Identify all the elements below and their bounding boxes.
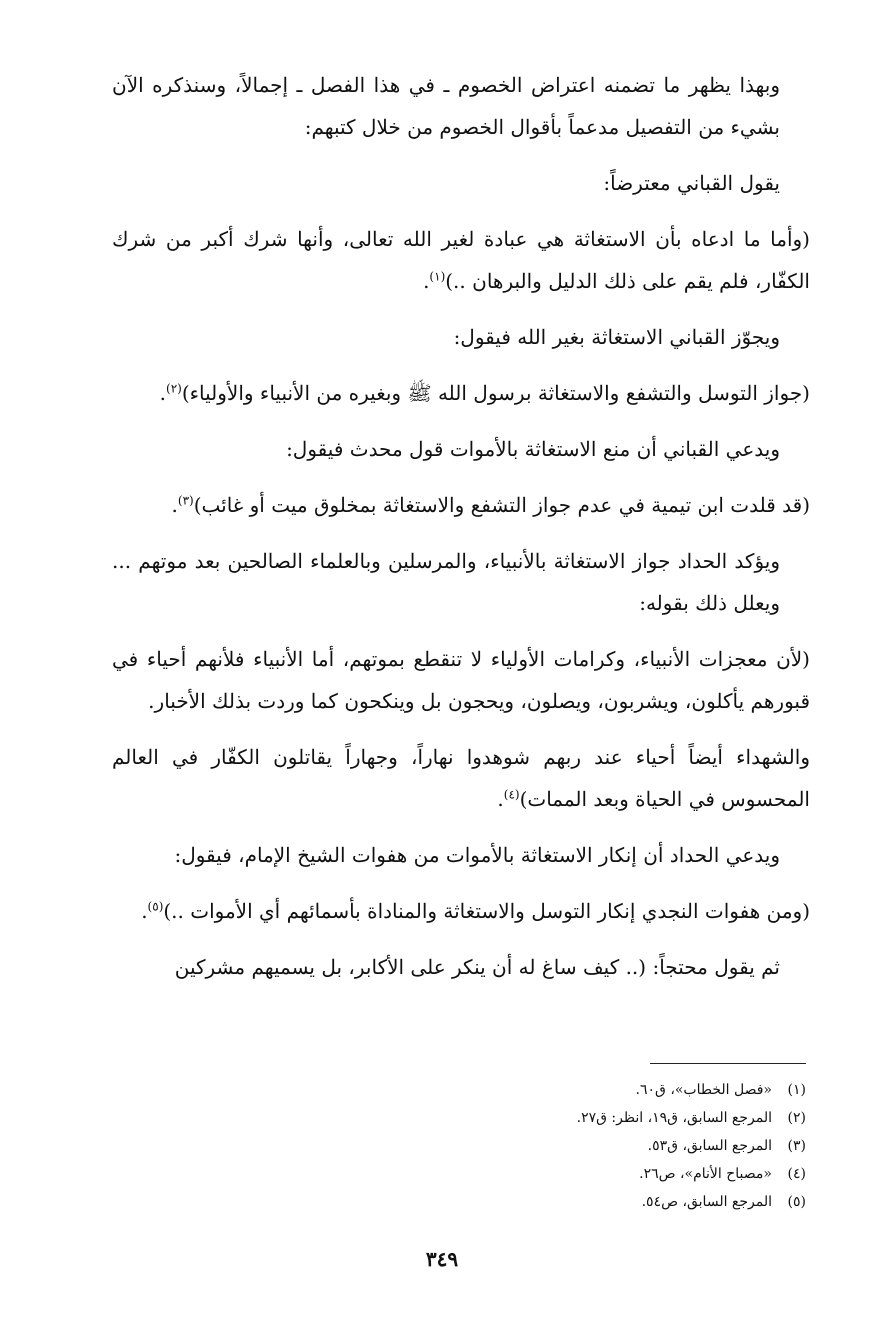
footnote-item: (٣)المرجع السابق، ق٥٣. [647, 1138, 806, 1154]
paragraph: ويدعي القباني أن منع الاستغاثة بالأموات قول محدث فيقول: [286, 437, 780, 461]
footnote-ref[interactable]: (٤) [503, 787, 520, 802]
quote-paragraph: (قد قلدت ابن تيمية في عدم جواز التشفع والاستغاثة بمخلوق ميت أو غائب)$^{(٣)}$. [171, 493, 810, 517]
footnotes [386, 1076, 806, 1216]
quote-paragraph: (جواز التوسل والتشفع والاستغاثة برسول الله ﷺ وبغيره من الأنبياء والأولياء)$^{(٢)}$. [159, 381, 810, 405]
quote-paragraph: (ومن هفوات النجدي إنكار التوسل والاستغاثة والمناداة بأسمائهم أي الأموات ..)$^{(٥)}$. [141, 899, 810, 923]
paragraph: ثم يقول محتجاً: (.. كيف ساغ له أن ينكر على الأكابر، بل يسميهم مشركين [174, 955, 780, 979]
footnote-divider [650, 1063, 806, 1064]
paragraph: ويدعي الحداد أن إنكار الاستغاثة بالأموات من هفوات الشيخ الإمام، فيقول: [174, 843, 780, 867]
footnote-item: (١)«فصل الخطاب»، ق٦٠. [635, 1082, 806, 1098]
paragraph: ويؤكد الحداد جواز الاستغاثة بالأنبياء، والمرسلين وبالعلماء الصالحين بعد موتهم ... ويعلل ذلك بقوله: [112, 549, 780, 615]
main-text [112, 64, 810, 1002]
footnote-ref[interactable]: (٥) [147, 899, 164, 914]
quote-paragraph: (لأن معجزات الأنبياء، وكرامات الأولياء لا تنقطع بموتهم، أما الأنبياء فلأنهم أحياء في قبورهم يأكلون، ويشربون، ويصلون، ويحجون بل وينكحون كما وردت بذلك الأخبار. [112, 647, 810, 713]
paragraph: يقول القباني معترضاً: [603, 171, 780, 195]
paragraph: ويجوّز القباني الاستغاثة بغير الله فيقول: [453, 325, 780, 349]
footnote-item: (٢)المرجع السابق، ق١٩، انظر: ق٢٧. [576, 1110, 806, 1126]
page-number: ٣٤٩ [425, 1247, 459, 1271]
footnote-ref[interactable]: (٣) [177, 493, 194, 508]
footnote-item: (٥)المرجع السابق، ص٥٤. [641, 1194, 806, 1210]
quote-paragraph: والشهداء أيضاً أحياء عند ربهم شوهدوا نهاراً، وجهاراً يقاتلون الكفّار في العالم المحسوس في الحياة وبعد الممات)$^{(٤)}$. [112, 745, 810, 811]
quote-paragraph: (وأما ما ادعاه بأن الاستغاثة هي عبادة لغير الله تعالى، وأنها شرك أكبر من شرك الكفّار، فلم يقم على ذلك الدليل والبرهان ..)$^{(١)}$. [112, 227, 810, 293]
paragraph: وبهذا يظهر ما تضمنه اعتراض الخصوم ـ في هذا الفصل ـ إجمالاً، وسنذكره الآن بشيء من التفصيل مدعماً بأقوال الخصوم من خلال كتبهم: [112, 73, 780, 139]
footnote-item: (٤)«مصباح الأنام»، ص٢٦. [639, 1166, 806, 1182]
footnote-ref[interactable]: (٢) [166, 381, 182, 396]
footnote-ref[interactable]: (١) [429, 269, 446, 284]
